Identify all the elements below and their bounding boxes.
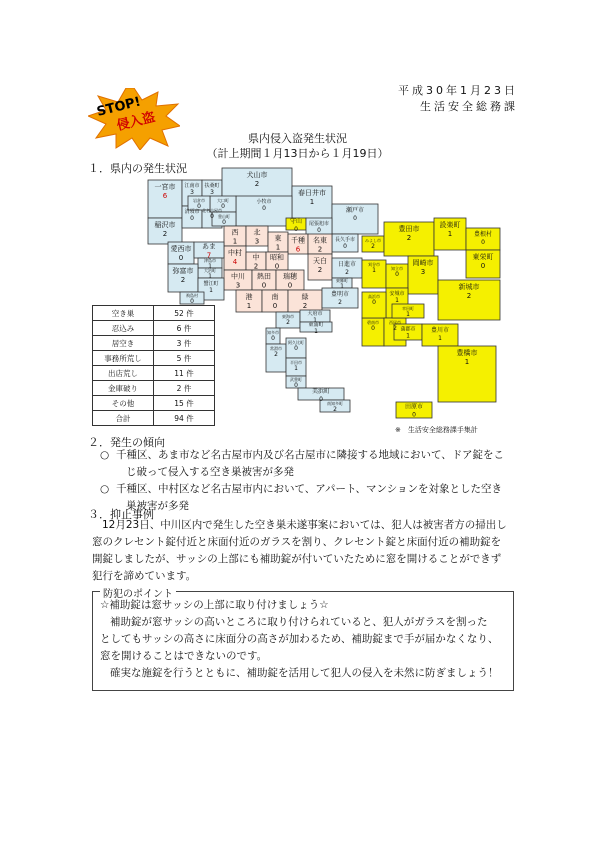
burglary-text: 侵入盗 <box>115 109 157 134</box>
map-area-name: 港 <box>245 293 253 301</box>
map-area-name: 熱田 <box>257 272 271 281</box>
map-area-name: 豊明市 <box>330 291 350 298</box>
map-area-name: みよし市 <box>365 238 381 243</box>
map-area-count: 1 <box>246 302 252 310</box>
map-area-count: 1 <box>372 267 376 274</box>
map-area-count: 2 <box>317 266 323 274</box>
map-area-name: 大府市 <box>307 311 323 318</box>
map-area-count: 1 <box>313 317 317 325</box>
header-date: 平成30年1月23日 <box>398 84 518 97</box>
trend-item-line: じ破って侵入する空き巣被害が多発 <box>126 466 294 478</box>
map-area-name: 蟹江町 <box>203 281 219 287</box>
map-area-name: 飛島村 <box>186 293 198 299</box>
map-area-count: 1 <box>208 263 212 271</box>
map-area-count: 1 <box>395 297 399 304</box>
map-area-name: 瀬戸市 <box>345 207 365 214</box>
crime-type-count: 3 件 <box>154 336 215 351</box>
map-area-name: 東 <box>274 234 282 243</box>
map-area-count: 1 <box>294 365 298 372</box>
map-area-name: 中村 <box>228 249 242 257</box>
crime-type-label: その他 <box>93 396 154 411</box>
circle-bullet-icon: ○ <box>100 449 110 461</box>
map-area-count: 0 <box>210 213 214 220</box>
map-area-count: 0 <box>294 382 298 390</box>
map-area-count: 3 <box>190 189 194 196</box>
map-area-count: 0 <box>319 396 323 404</box>
map-area-name: 犬山市 <box>246 171 268 179</box>
map-area-count: 2 <box>406 234 412 242</box>
crime-type-label: 事務所荒し <box>93 351 154 366</box>
case-paragraph <box>92 517 522 585</box>
map-area-count: 0 <box>371 325 375 332</box>
map-area-name: 豊山町 <box>218 213 230 219</box>
map-area-count: 0 <box>317 227 321 234</box>
map-area-count: 0 <box>197 202 201 210</box>
crime-type-table <box>92 305 215 426</box>
map-area-count: 1 <box>232 237 238 246</box>
map-area-name: 大口町 <box>217 198 229 203</box>
map-area-count: 3 <box>235 281 241 290</box>
map-area-count: 3 <box>254 237 260 246</box>
map-area-count: 3 <box>420 268 426 276</box>
map-area-name: 蒲郡市 <box>400 326 416 333</box>
map-area-name: 小牧市 <box>256 199 272 205</box>
map-area-name: 昭和 <box>270 253 284 262</box>
map-area-count: 1 <box>340 283 344 291</box>
map-area-count: 0 <box>222 218 226 226</box>
map-area-count: 0 <box>294 345 298 352</box>
map-area-name: 豊根村 <box>473 231 493 238</box>
map-area-name: 尾張旭市 <box>308 221 330 227</box>
map-area-name: 阿久比町 <box>288 340 304 345</box>
trend-item-line: 千種区、あま市など名古屋市内及び名古屋市に隣接する地域において、ドア錠をこ <box>116 449 504 461</box>
map-area-count: 1 <box>406 310 410 318</box>
map-area-name: 東郷町 <box>336 278 348 284</box>
map-area-name: 岩倉市 <box>193 197 205 203</box>
crime-type-row <box>93 321 215 336</box>
map-area-count: 2 <box>286 319 290 326</box>
map-area-count: 6 <box>162 192 168 200</box>
map-area-name: 碧南市 <box>367 320 379 325</box>
tips-line: 補助錠が窓サッシの高いところに取り付けられていると、犯人がガラスを割った <box>110 616 488 628</box>
map-area-name: 瑞穂 <box>283 272 297 281</box>
map-source-note: ※ 生活安全総務課手集計 <box>395 426 478 434</box>
map-area-name: 安城市 <box>389 291 405 297</box>
map-area-count: 0 <box>372 299 376 306</box>
map-area-count: 2 <box>253 262 259 271</box>
map-area-name: 長久手市 <box>334 237 356 243</box>
map-area-count: 6 <box>295 245 301 254</box>
map-area-count: 2 <box>274 351 278 358</box>
map-area-count: 2 <box>466 292 472 300</box>
circle-bullet-icon: ○ <box>100 483 110 495</box>
map-area-count: 1 <box>208 273 212 281</box>
crime-type-row <box>93 411 215 426</box>
crime-type-count: 52 件 <box>154 306 215 321</box>
map-area-count: 0 <box>190 298 194 306</box>
map-area-name: 幸田町 <box>402 305 414 311</box>
map-area-name: あま <box>202 242 216 251</box>
crime-type-count: 15 件 <box>154 396 215 411</box>
map-area-count: 2 <box>254 180 260 188</box>
map-area-count: 0 <box>271 335 275 342</box>
map-area-name: 東栄町 <box>472 253 494 261</box>
crime-type-row <box>93 336 215 351</box>
map-area-name: 田原市 <box>404 403 424 411</box>
map-area-count: 2 <box>345 269 349 276</box>
page-title: 県内侵入盗発生状況 <box>248 132 347 145</box>
map-area-name: 扶桑町 <box>204 183 220 189</box>
trend-item <box>100 447 530 481</box>
map-area-name: 千種 <box>291 236 305 245</box>
map-area-count: 0 <box>287 281 293 290</box>
map-area-name: 一宮市 <box>154 183 176 191</box>
map-area-name: 日進市 <box>337 261 357 268</box>
map-area-name: 武豊町 <box>290 377 302 383</box>
map-area-name: 弥富市 <box>172 267 194 275</box>
crime-type-row <box>93 396 215 411</box>
section2-heading: ２．発生の傾向 <box>88 436 165 449</box>
map-area-count: 0 <box>294 226 298 234</box>
map-area-count: 2 <box>393 325 397 332</box>
map-area-name: 半田市 <box>290 360 302 365</box>
map-area-count: 1 <box>314 328 318 336</box>
map-area-name: 高浜市 <box>368 294 380 299</box>
map-area-count: 0 <box>190 215 194 222</box>
trend-item-line: 千種区、中村区など名古屋市内において、アパート、マンションを対象とした空き <box>116 483 503 495</box>
map-area-count: 0 <box>178 254 184 262</box>
stop-text: STOP! <box>95 94 143 120</box>
map-area-name: 北名古屋市 <box>202 208 222 213</box>
map-area-name: 新城市 <box>458 283 480 291</box>
map-area-name: 刈谷市 <box>368 262 380 267</box>
map-area-name: 津島市 <box>204 258 216 264</box>
tips-line: 確実な施錠を行うとともに、補助錠を活用して犯人の侵入を未然に防ぎましょう！ <box>110 667 499 679</box>
page-subtitle: （計上期間１月13日から１月19日） <box>206 147 389 160</box>
map-area-count: 2 <box>317 245 323 254</box>
map-area-name: 知多市 <box>267 330 279 335</box>
map-area-name: 中 <box>252 253 260 262</box>
map-area-count: 0 <box>481 239 485 246</box>
map-area-name: 豊橋市 <box>456 349 478 357</box>
crime-type-label: 金庫破り <box>93 381 154 396</box>
map-area-name: 大治町 <box>204 268 216 274</box>
section3-heading: ３．抑止事例 <box>88 508 154 521</box>
crime-type-label: 忍込み <box>93 321 154 336</box>
map-area-count: 0 <box>353 215 357 222</box>
case-line: 犯行を諦めています。 <box>92 570 197 582</box>
map-area-count: 2 <box>180 276 186 284</box>
crime-type-count: 94 件 <box>154 411 215 426</box>
map-area-name: 中川 <box>231 272 245 281</box>
map-area-name: 知立市 <box>391 266 403 271</box>
map-area-count: 0 <box>221 203 225 210</box>
map-area-name: 西尾市 <box>389 320 401 325</box>
map-area-count: 3 <box>210 189 214 196</box>
crime-type-label: 空き巣 <box>93 306 154 321</box>
trend-item-line: 巣被害が多発 <box>126 500 189 512</box>
crime-type-count: 5 件 <box>154 351 215 366</box>
map-area-name: 岡崎市 <box>412 259 434 267</box>
crime-type-label: 居空き <box>93 336 154 351</box>
map-area-name: 豊川市 <box>430 327 450 334</box>
map-area-count: 2 <box>162 230 168 238</box>
map-area-name: 天白 <box>313 257 327 265</box>
crime-type-count: 2 件 <box>154 381 215 396</box>
crime-type-label: 出店荒し <box>93 366 154 381</box>
map-area-name: 緑 <box>301 293 309 301</box>
map-area-count: 0 <box>480 262 486 270</box>
map-area-name: 東海市 <box>282 314 294 319</box>
tips-headline: ☆補助錠は窓サッシの上部に取り付けましょう☆ <box>100 599 329 611</box>
map-area-count: 0 <box>395 271 399 278</box>
map-area-name: 江南市 <box>184 183 200 189</box>
case-line: 開錠しましたが、サッシの上部にも補助錠が付いていたために窓を開けることができず <box>92 553 502 565</box>
map-area-count: 1 <box>406 332 410 340</box>
tips-content <box>100 597 510 682</box>
map-area-count: 1 <box>209 287 213 294</box>
map-area-count: 0 <box>343 243 347 250</box>
header-department: 生活安全総務課 <box>420 100 518 113</box>
map-area-name: 西 <box>231 228 239 237</box>
section1-heading: １．県内の発生状況 <box>88 162 187 175</box>
map-area-name: 東浦町 <box>308 322 324 329</box>
map-area-name: 南知多町 <box>327 401 343 407</box>
map-area-name: 設楽町 <box>439 221 461 229</box>
case-line: 12月23日、中川区内で発生した空き巣未遂事案においては、犯人は被害者方の掃出し <box>102 519 507 531</box>
map-area-name: 清須市 <box>184 209 200 215</box>
crime-type-row <box>93 306 215 321</box>
map-area-count: 0 <box>262 205 266 212</box>
map-area-count: 1 <box>309 198 315 206</box>
tips-line: としてもサッシの高さに床面分の高さが加わるため、補助錠まで手が届かなくなり、 <box>100 633 499 645</box>
map-area-count: 1 <box>447 230 453 238</box>
map-area-name: 南 <box>271 293 279 301</box>
map-area-count: 1 <box>275 243 281 252</box>
trend-item <box>100 481 530 515</box>
map-area-count: 2 <box>333 406 337 414</box>
crime-type-count: 6 件 <box>154 321 215 336</box>
map-area-count: 0 <box>272 302 278 310</box>
tips-title: 防犯のポイント <box>100 585 176 600</box>
map-area-name: 常滑市 <box>270 346 282 351</box>
map-area-name: 愛西市 <box>170 245 192 253</box>
map-area-name: 名東 <box>313 236 327 245</box>
map-area-count: 2 <box>371 243 375 250</box>
map-area-count: 0 <box>261 281 267 290</box>
map-area-name: 春日井市 <box>298 189 326 197</box>
map-area-name: 豊田市 <box>398 225 420 233</box>
map-area-name: 稲沢市 <box>154 221 176 229</box>
crime-type-label: 合計 <box>93 411 154 426</box>
map-area-count: 1 <box>438 335 442 342</box>
tips-line: 窓を開けることはできないのです。 <box>100 650 268 662</box>
map-area-count: 4 <box>232 258 238 266</box>
map-area-count: 0 <box>274 262 280 271</box>
crime-type-row <box>93 366 215 381</box>
crime-type-count: 11 件 <box>154 366 215 381</box>
map-area-count: 1 <box>464 358 470 366</box>
map-area-count: 2 <box>338 299 342 306</box>
crime-type-row <box>93 351 215 366</box>
case-line: 窓のクレセント錠付近と床面付近のガラスを割り、クレセント錠と床面付近の補助錠を <box>92 536 502 548</box>
crime-type-row <box>93 381 215 396</box>
map-area-count: 2 <box>302 302 308 310</box>
trend-list <box>100 447 530 515</box>
map-area-name: 北 <box>253 228 261 237</box>
map-area-count: 0 <box>412 411 416 419</box>
map-area-name: 美浜町 <box>311 388 331 396</box>
map-area-name: 守山 <box>289 218 303 226</box>
map-area-count: 7 <box>206 251 212 260</box>
